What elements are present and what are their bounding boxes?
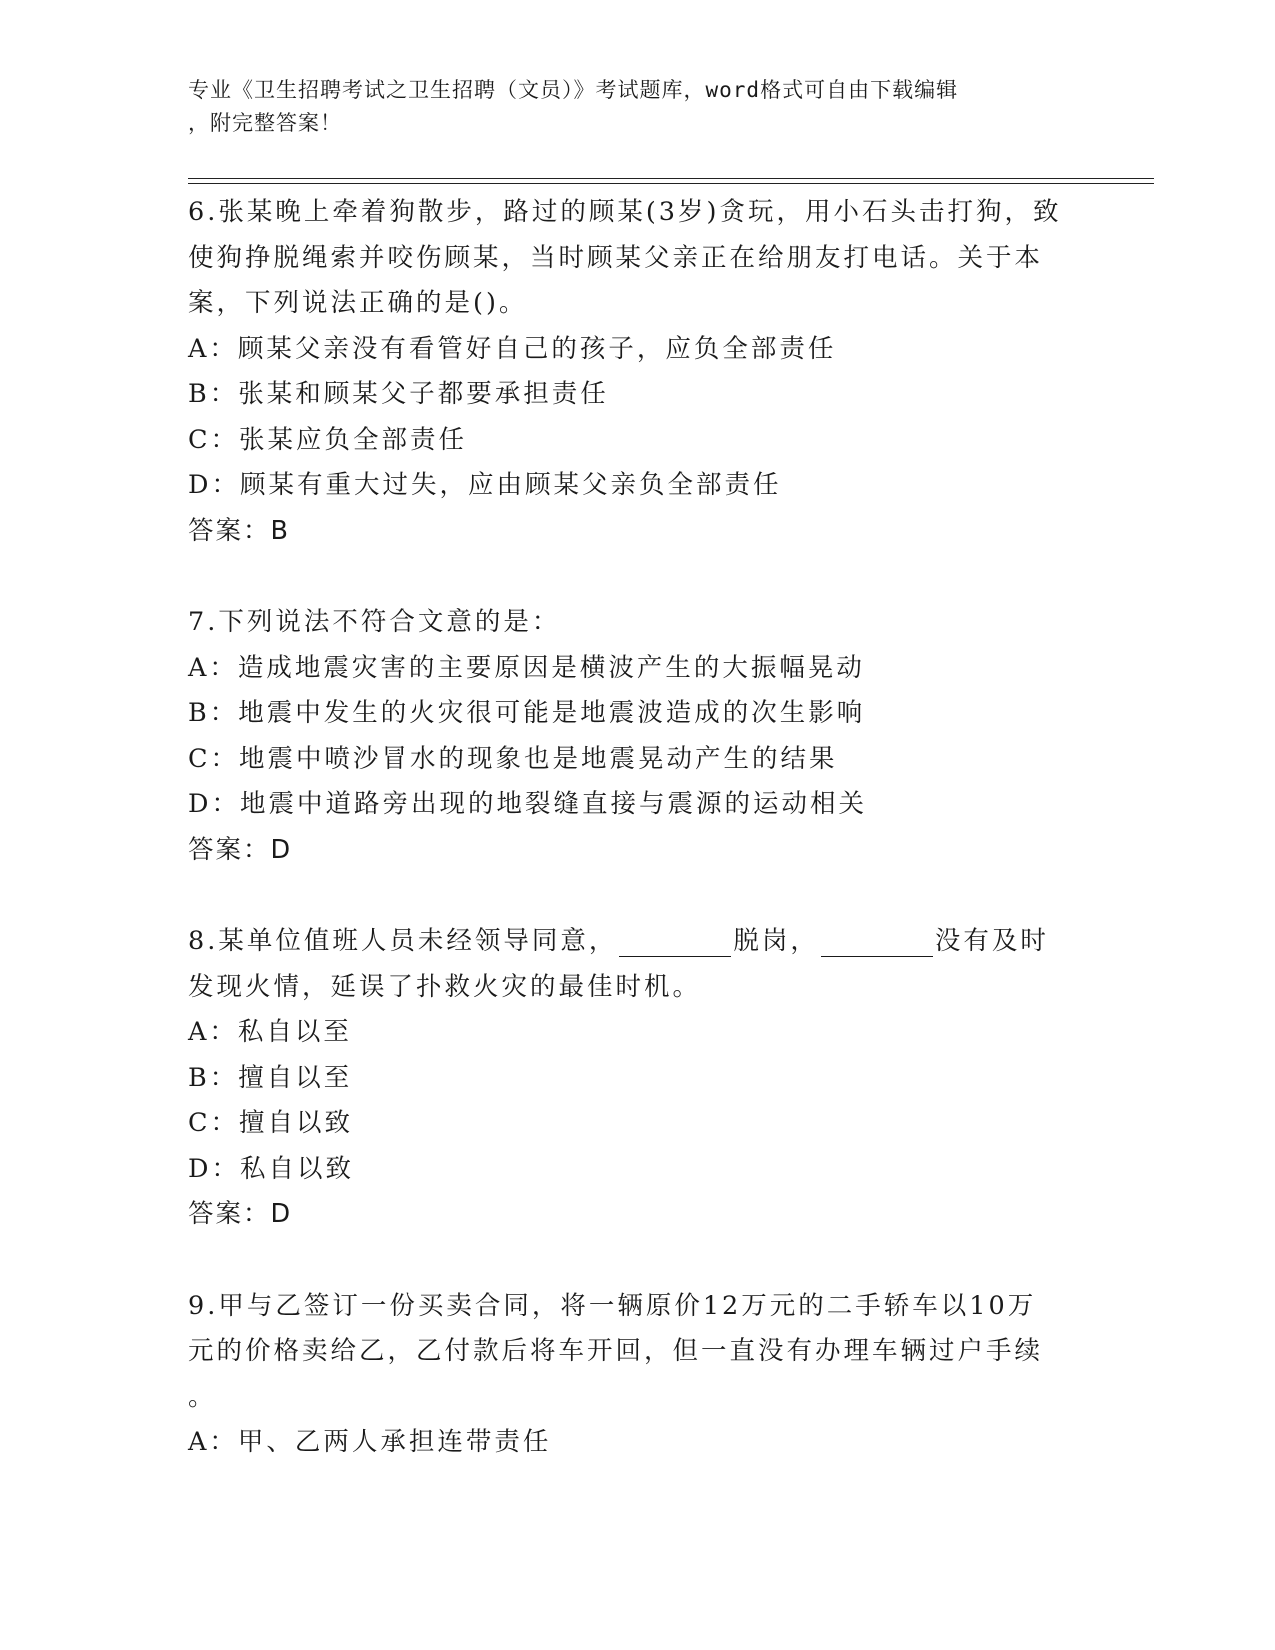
spacer xyxy=(188,873,1088,919)
question-text-line: 案，下列说法正确的是()。 xyxy=(188,288,528,318)
answer-line: 答案：D xyxy=(188,1199,293,1229)
option-d: D：私自以致 xyxy=(188,1153,354,1184)
option-a: A：私自以至 xyxy=(188,1017,352,1047)
header-rule-top xyxy=(188,178,1154,179)
option-c: C：擅自以致 xyxy=(188,1108,354,1138)
spacer xyxy=(188,554,1088,600)
question-8 xyxy=(188,919,1088,1238)
question-text-line: 7.下列说法不符合文意的是： xyxy=(188,607,561,637)
answer-line: 答案：D xyxy=(188,834,293,865)
option-c: C：张某应负全部责任 xyxy=(188,424,468,455)
option-a: A：甲、乙两人承担连带责任 xyxy=(188,1427,552,1457)
question-text-line: 元的价格卖给乙，乙付款后将车开回，但一直没有办理车辆过户手续 xyxy=(188,1336,1044,1366)
question-text-part: 8.某单位值班人员未经领导同意， xyxy=(188,926,618,956)
question-9 xyxy=(188,1284,1088,1466)
header-line-2: ，附完整答案！ xyxy=(188,111,342,135)
option-a: A：顾某父亲没有看管好自己的孩子，应负全部责任 xyxy=(188,333,837,364)
question-text-part: 没有及时 xyxy=(934,926,1049,956)
option-d: D：顾某有重大过失，应由顾某父亲负全部责任 xyxy=(188,470,782,500)
option-a: A：造成地震灾害的主要原因是横波产生的大振幅晃动 xyxy=(188,652,865,683)
question-6 xyxy=(188,190,1088,554)
question-text-line: 使狗挣脱绳索并咬伤顾某，当时顾某父亲正在给朋友打电话。关于本 xyxy=(188,242,1044,273)
question-text-line: 9.甲与乙签订一份买卖合同，将一辆原价12万元的二手轿车以10万 xyxy=(188,1290,1037,1321)
option-b: B：擅自以至 xyxy=(188,1062,353,1093)
option-b: B：地震中发生的火灾很可能是地震波造成的次生影响 xyxy=(188,698,866,728)
answer-line: 答案：B xyxy=(188,515,290,546)
spacer xyxy=(188,1238,1088,1284)
document-header xyxy=(188,74,1068,140)
header-rule-bottom xyxy=(188,183,1154,184)
header-line-1: 专业《卫生招聘考试之卫生招聘（文员）》考试题库，word格式可自由下载编辑 xyxy=(188,78,959,102)
question-list xyxy=(188,190,1088,1466)
option-c: C：地震中喷沙冒水的现象也是地震晃动产生的结果 xyxy=(188,743,838,774)
option-b: B：张某和顾某父子都要承担责任 xyxy=(188,379,609,409)
question-text-part: 脱岗， xyxy=(733,926,819,956)
question-text-line: 6.张某晚上牵着狗散步，路过的顾某(3岁)贪玩，用小石头击打狗，致 xyxy=(188,197,1062,227)
fill-blank xyxy=(821,926,933,957)
question-text-line xyxy=(188,919,1088,965)
option-d: D：地震中道路旁出现的地裂缝直接与震源的运动相关 xyxy=(188,789,867,819)
question-7 xyxy=(188,600,1088,873)
fill-blank xyxy=(619,926,731,957)
question-text-line: 。 xyxy=(188,1381,217,1412)
question-text-line: 发现火情，延误了扑救火灾的最佳时机。 xyxy=(188,971,702,1002)
